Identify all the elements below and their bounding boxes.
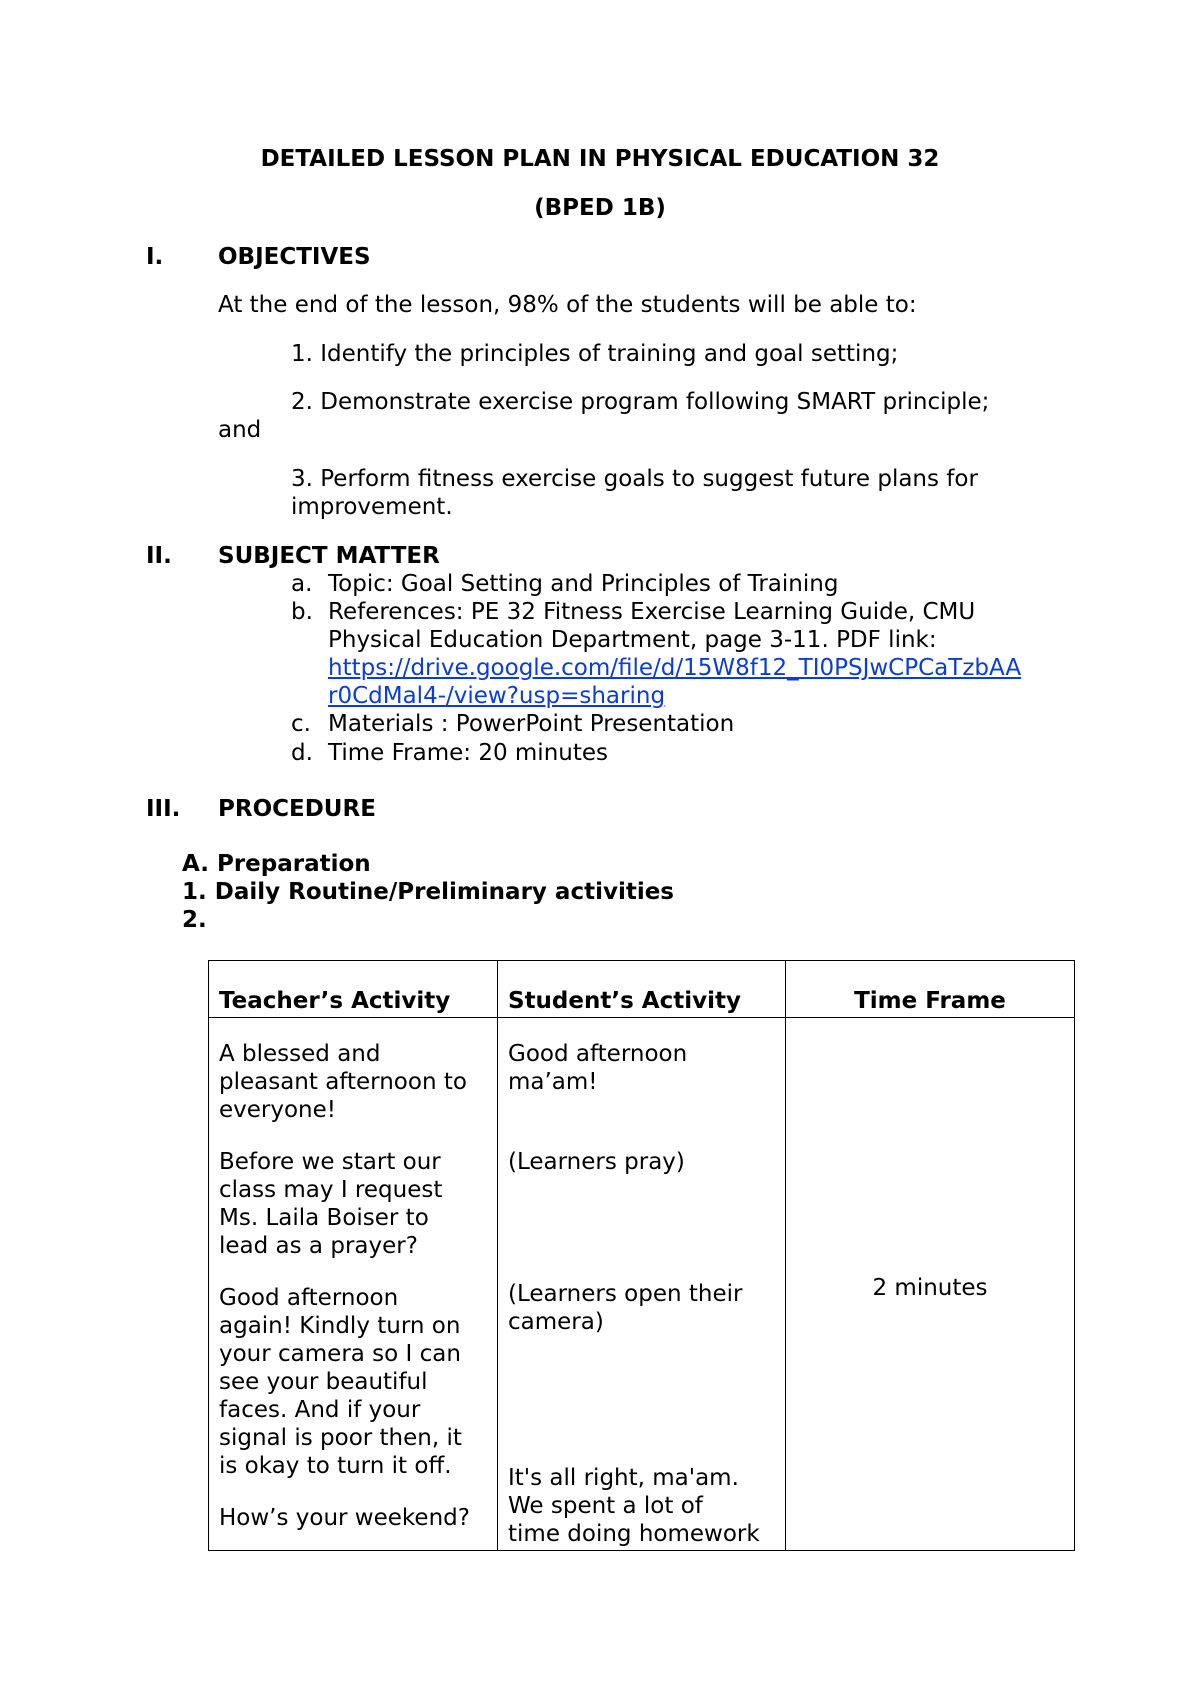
subject-topic: Topic: Goal Setting and Principles of Training [328, 571, 839, 597]
subject-matter-heading: SUBJECT MATTER [218, 543, 440, 569]
student-open-camera: (Learners open their camera) [508, 1281, 743, 1335]
subject-materials: Materials : PowerPoint Presentation [328, 711, 735, 737]
subject-references: References: PE 32 Fitness Exercise Learning Guide, CMU [328, 599, 976, 625]
subject-marker-b: b. [291, 599, 313, 625]
student-activity-cell [498, 1018, 786, 1551]
teacher-camera-request: Good afternoon again! Kindly turn on your camera so I can see your beautiful faces. And if your signal is poor then, it is okay to turn it off. [219, 1285, 462, 1479]
pdf-link[interactable]: https://drive.google.com/file/d/15W8f12_TI0PSJwCPCaTzbAA [328, 655, 1022, 681]
subject-marker-c: c. [291, 711, 311, 737]
objective-item-2: 2. Demonstrate exercise program following SMART principle; [291, 389, 990, 415]
objectives-numeral: I. [146, 244, 164, 270]
procedure-daily-routine: 1. Daily Routine/Preliminary activities [182, 879, 674, 905]
pdf-link-continued[interactable]: r0CdMal4-/view?usp=sharing [328, 683, 666, 709]
document-title: DETAILED LESSON PLAN IN PHYSICAL EDUCATION 32 [260, 146, 940, 172]
teacher-weekend-question: How’s your weekend? [219, 1505, 470, 1531]
table-row [209, 1018, 1075, 1551]
student-weekend-reply: It's all right, ma'am. We spent a lot of time doing homework [508, 1465, 760, 1547]
header-teacher-activity: Teacher’s Activity [209, 961, 498, 1018]
subject-time-frame: Time Frame: 20 minutes [328, 740, 608, 766]
objective-item-3-continued: improvement. [291, 494, 453, 520]
teacher-prayer-request: Before we start our class may I request Ms. Laila Boiser to lead as a prayer? [219, 1149, 443, 1259]
procedure-preparation: A. Preparation [182, 851, 371, 877]
subject-matter-numeral: II. [146, 543, 172, 569]
table-header-row [209, 961, 1075, 1018]
teacher-activity-cell [209, 1018, 498, 1551]
subject-marker-a: a. [291, 571, 313, 597]
procedure-item-2: 2. [182, 907, 207, 933]
student-pray: (Learners pray) [508, 1149, 685, 1175]
subject-marker-d: d. [291, 740, 313, 766]
activity-table [208, 960, 1075, 1551]
time-frame-value: 2 minutes [872, 1275, 988, 1301]
procedure-numeral: III. [146, 796, 181, 822]
document-subtitle: (BPED 1B) [534, 195, 666, 221]
procedure-heading: PROCEDURE [218, 796, 376, 822]
objectives-heading: OBJECTIVES [218, 244, 371, 270]
header-time-frame: Time Frame [786, 961, 1075, 1018]
teacher-greeting: A blessed and pleasant afternoon to everyone! [219, 1041, 467, 1123]
subject-references-continued: Physical Education Department, page 3-11. PDF link: [328, 627, 937, 653]
header-student-activity: Student’s Activity [498, 961, 786, 1018]
objective-item-3: 3. Perform fitness exercise goals to suggest future plans for [291, 466, 978, 492]
objectives-intro: At the end of the lesson, 98% of the students will be able to: [218, 292, 917, 318]
student-greeting: Good afternoon ma’am! [508, 1041, 688, 1095]
objective-item-1: 1. Identify the principles of training and goal setting; [291, 341, 899, 367]
objective-item-2-continued: and [218, 417, 262, 443]
time-frame-cell [786, 1018, 1075, 1551]
